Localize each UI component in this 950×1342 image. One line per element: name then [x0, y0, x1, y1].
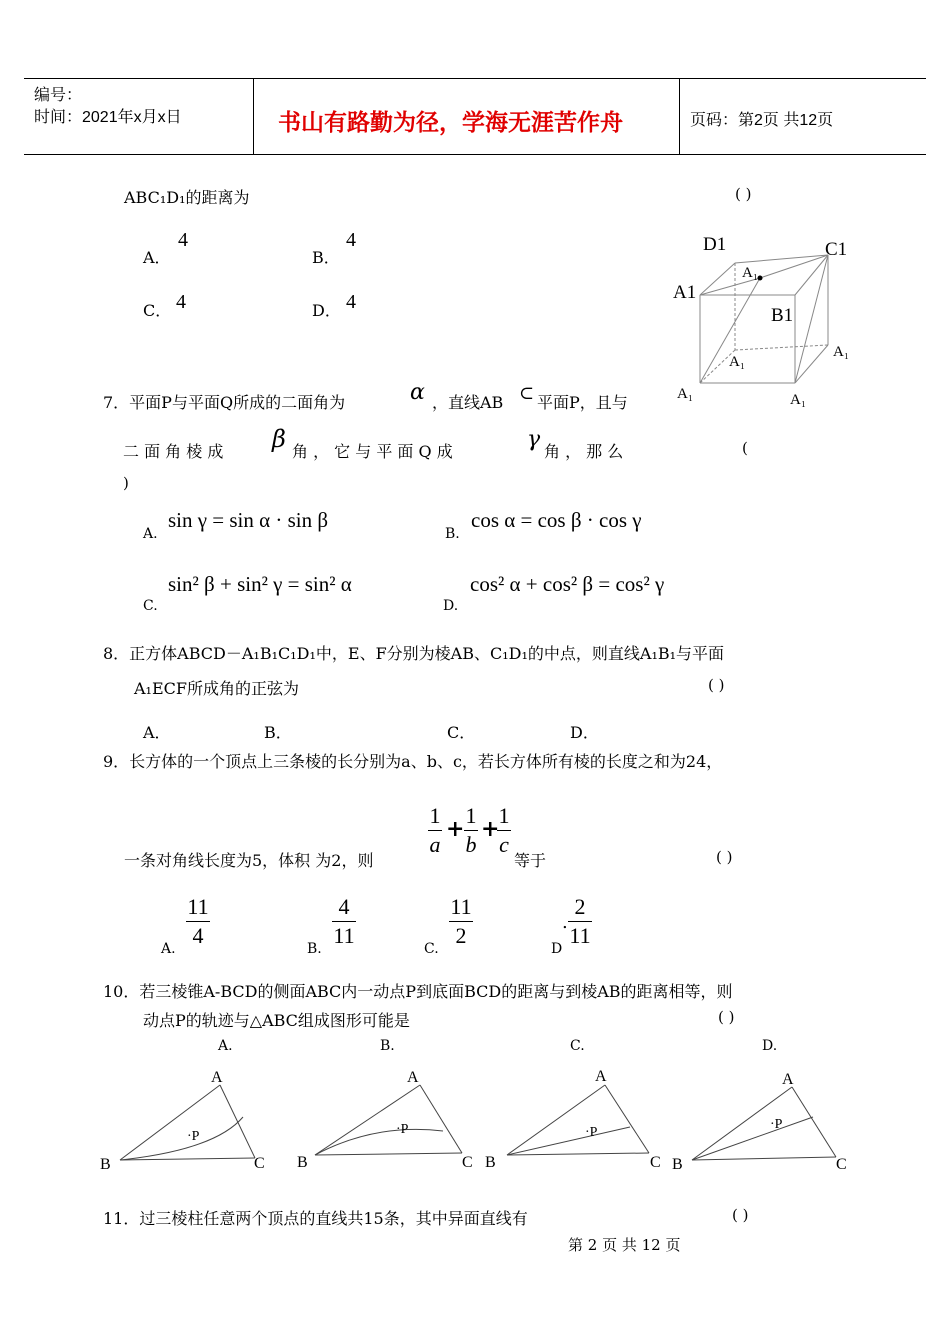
- cube-edge: [735, 255, 828, 263]
- q6-answer-paren: ( ): [735, 185, 752, 203]
- page-label: 页码：第2页 共12页: [690, 112, 834, 129]
- q10-option-a: A.: [218, 1038, 233, 1054]
- q9-frac-num: 1: [465, 803, 477, 828]
- q7-subset: ⊂: [519, 383, 535, 404]
- q7-alpha: α: [410, 380, 425, 405]
- q9-fraction-1-over-b: [464, 804, 478, 857]
- cube-label-a1-top: A1: [673, 282, 697, 303]
- point-label-p: ·P: [187, 1129, 200, 1144]
- q7-beta: β: [272, 425, 286, 453]
- q10-figure-a: [95, 1065, 280, 1175]
- vertex-label-c: C: [254, 1155, 265, 1172]
- q8-option-a: A．: [143, 723, 171, 742]
- q6-option-c: C．: [143, 301, 172, 320]
- header-bottom-rule: [24, 154, 926, 155]
- q8-option-c: C．: [447, 723, 476, 742]
- q9-option-c-fraction: 11 2: [450, 894, 472, 948]
- q8-line1: 8．正方体ABCD－A₁B₁C₁D₁中，E、F分别为棱AB、C₁D₁的中点，则直线A₁B₁与平面: [103, 644, 725, 663]
- cube-label-b1: B1: [771, 305, 794, 326]
- q9-option-d-fraction: 2 11: [569, 894, 591, 948]
- vertex-label-c: C: [462, 1154, 473, 1171]
- triangle-edge: [420, 1085, 462, 1153]
- q7-paren-right: ): [123, 474, 129, 492]
- vertex-label-c: C: [650, 1154, 661, 1171]
- cube-edge-hidden: [735, 345, 828, 350]
- q7-line1-end: 平面P，且与: [537, 393, 628, 412]
- q7-math-d: cos² α + cos² β = cos² γ: [470, 572, 665, 596]
- q9-plus-1: +: [446, 816, 465, 842]
- q8-answer-paren: ( ): [708, 676, 725, 694]
- q9-option-a: A.: [161, 941, 176, 957]
- header-top-rule: [24, 78, 926, 79]
- vertex-label-b: B: [485, 1154, 496, 1171]
- q9-frac-den: b: [465, 832, 477, 857]
- q10-answer-paren: ( ): [718, 1008, 735, 1026]
- triangle-edge: [507, 1153, 649, 1155]
- q6-value-a: 4: [178, 229, 188, 251]
- header-divider-right: [679, 78, 680, 155]
- q6-option-a: A．: [143, 248, 171, 267]
- q10-option-d: D.: [762, 1038, 778, 1054]
- q9-fraction-1-over-a: [428, 804, 442, 857]
- trajectory-curve: [120, 1117, 243, 1160]
- q10-figure-c: [485, 1063, 685, 1173]
- point-label-p: ·P: [585, 1125, 598, 1140]
- q7-option-a: A.: [143, 526, 158, 542]
- triangle-edge: [507, 1085, 605, 1155]
- q7-gamma: γ: [527, 427, 541, 452]
- q10-figure-b: [295, 1063, 485, 1173]
- cube-label-a1-right: A₁: [833, 344, 850, 360]
- q7-line2-mid: 角 ， 它 与 平 面 Q 成: [292, 442, 453, 461]
- trajectory-line: [507, 1127, 630, 1155]
- cube-diagonal: [760, 255, 828, 278]
- vertex-label-a: A: [211, 1069, 223, 1086]
- q9-line2-end: 等于: [514, 851, 547, 870]
- q7-option-c: C.: [143, 598, 158, 614]
- q9-frac-den: c: [499, 832, 509, 857]
- q6-value-d: 4: [346, 291, 356, 313]
- q9-option-d-dot: .: [562, 912, 568, 933]
- header-divider-left: [253, 78, 254, 155]
- triangle-edge: [605, 1085, 649, 1153]
- triangle-edge: [120, 1085, 220, 1160]
- cube-label-a1-br: A₁: [790, 392, 807, 408]
- q9-plus-2: +: [481, 816, 500, 842]
- q7-math-b: cos α = cos β · cos γ: [471, 508, 642, 532]
- q7-line1-start: 7．平面P与平面Q所成的二面角为: [103, 393, 346, 412]
- vertex-label-a: A: [782, 1071, 794, 1088]
- cube-figure: [665, 225, 865, 415]
- q11-answer-paren: ( ): [732, 1206, 749, 1224]
- triangle-edge: [220, 1085, 255, 1158]
- page-footer: 第 2 页 共 12 页: [568, 1236, 681, 1254]
- q8-option-b: B．: [264, 723, 292, 742]
- q9-option-b-fraction: 4 11: [333, 894, 355, 948]
- q7-line1-mid: ，直线AB: [432, 393, 504, 412]
- q9-line2: 一条对角线长度为5，体积 为2，则: [124, 851, 374, 870]
- cube-label-a1-mid: A₁: [742, 265, 759, 281]
- q9-option-c: C.: [424, 941, 439, 957]
- q7-line2-start: 二 面 角 棱 成: [123, 442, 224, 461]
- cube-label-c1: C1: [825, 239, 848, 260]
- vertex-label-b: B: [100, 1156, 111, 1173]
- q9-frac-den: a: [429, 832, 441, 857]
- q9-option-a-fraction: 11 4: [187, 894, 209, 948]
- q9-answer-paren: ( ): [716, 848, 733, 866]
- point-label-p: ·P: [770, 1117, 783, 1132]
- q9-option-d: D: [551, 941, 563, 957]
- point-label-p: ·P: [396, 1122, 409, 1137]
- q7-option-b: B.: [445, 526, 460, 542]
- q7-option-d: D.: [443, 598, 459, 614]
- q6-value-c: 4: [176, 291, 186, 313]
- q8-line2: A₁ECF所成角的正弦为: [134, 679, 299, 698]
- vertex-label-a: A: [595, 1068, 607, 1085]
- q7-math-a: sin γ = sin α · sin β: [168, 508, 329, 532]
- q9-line1: 9．长方体的一个顶点上三条棱的长分别为a、b、c，若长方体所有棱的长度之和为24，: [103, 752, 723, 771]
- q9-frac-num: 1: [429, 803, 441, 828]
- q8-option-d: D．: [570, 723, 599, 742]
- vertex-label-a: A: [407, 1069, 419, 1086]
- trajectory-line: [692, 1117, 813, 1160]
- triangle-edge: [315, 1153, 462, 1155]
- cube-label-d1: D1: [703, 234, 727, 255]
- q7-paren-left: (: [742, 439, 748, 457]
- q9-fraction-1-over-c: [497, 804, 511, 857]
- cube-point: [758, 276, 763, 281]
- q11-line: 11．过三棱柱任意两个顶点的直线共15条，其中异面直线有: [103, 1209, 528, 1228]
- q10-line2: 动点P的轨迹与△ABC组成图形可能是: [143, 1011, 410, 1030]
- q6-line: ABC₁D₁的距离为: [124, 188, 250, 207]
- q10-option-b: B.: [380, 1038, 395, 1054]
- q10-option-c: C.: [570, 1038, 585, 1054]
- cube-label-a1-inner: A₁: [729, 354, 746, 370]
- code-label: 编号：: [34, 87, 83, 104]
- q6-option-b: B．: [312, 248, 340, 267]
- motto: 书山有路勤为径，学海无涯苦作舟: [278, 110, 623, 136]
- q7-line2-end: 角 ， 那 么: [544, 442, 624, 461]
- q9-option-b: B.: [307, 941, 322, 957]
- vertex-label-c: C: [836, 1156, 847, 1173]
- triangle-edge: [120, 1158, 255, 1160]
- q6-value-b: 4: [346, 229, 356, 251]
- vertex-label-b: B: [672, 1156, 683, 1173]
- q7-math-c: sin² β + sin² γ = sin² α: [168, 572, 352, 596]
- q10-figure-d: [670, 1065, 870, 1175]
- triangle-edge: [692, 1157, 836, 1160]
- cube-label-a1-bl: A₁: [677, 386, 694, 402]
- q6-option-d: D．: [312, 301, 341, 320]
- q9-frac-num: 1: [498, 803, 510, 828]
- q10-line1: 10．若三棱锥A-BCD的侧面ABC内一动点P到底面BCD的距离与到棱AB的距离相等，则: [103, 982, 733, 1001]
- time-label: 时间：2021年x月x日: [34, 109, 182, 126]
- vertex-label-b: B: [297, 1154, 308, 1171]
- triangle-edge: [315, 1085, 420, 1155]
